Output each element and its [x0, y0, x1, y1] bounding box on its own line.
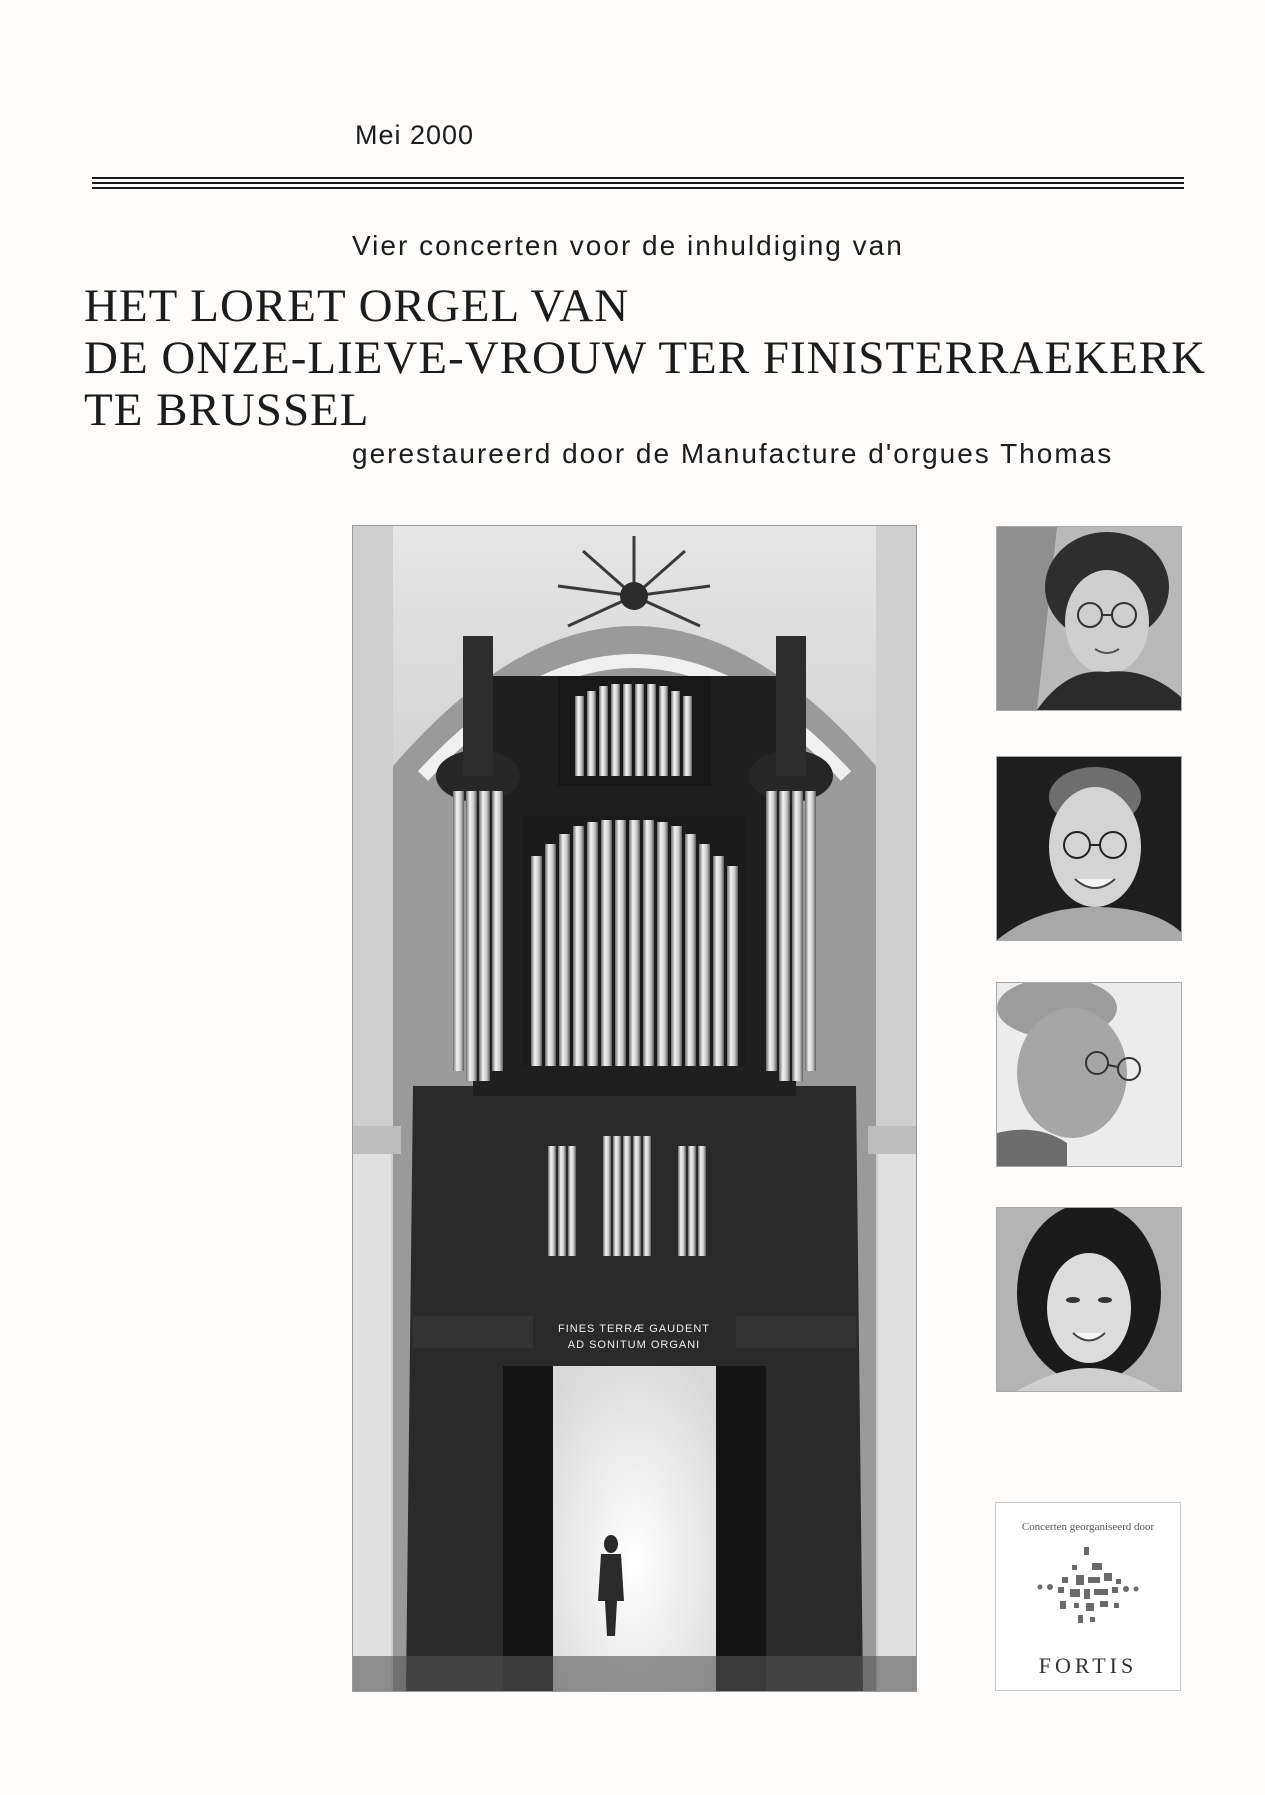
organ-photo	[352, 525, 917, 1692]
divider-line-bottom	[92, 187, 1184, 189]
fortis-logo-icon	[1032, 1543, 1144, 1643]
sponsor-box	[995, 1502, 1181, 1691]
issue-date: Mei 2000	[355, 120, 475, 150]
title-line-2: DE ONZE-LIEVE-VROUW TER FINISTERRAEKERK	[84, 332, 1207, 384]
portrait-4-image	[997, 1208, 1181, 1391]
portrait-3-image	[997, 983, 1181, 1166]
portrait-2-image	[997, 757, 1181, 940]
portrait-1-image	[997, 527, 1181, 710]
sponsor-caption: Concerten georganiseerd door	[1021, 1521, 1155, 1533]
portrait-organist-2	[996, 756, 1182, 941]
main-title	[84, 280, 1206, 436]
inscription-line-1: FINES TERRÆ GAUDENT	[557, 1323, 711, 1335]
portrait-organist-1	[996, 526, 1182, 711]
portrait-organist-3	[996, 982, 1182, 1167]
subtitle: Vier concerten voor de inhuldiging van	[352, 230, 904, 261]
title-line-3: TE BRUSSEL	[84, 384, 370, 436]
inscription-line-2: AD SONITUM ORGANI	[567, 1339, 701, 1351]
portrait-organist-4	[996, 1207, 1182, 1392]
divider-line-middle	[92, 182, 1184, 184]
title-line-1: HET LORET ORGEL VAN	[84, 280, 630, 332]
restorer-line: gerestaureerd door de Manufacture d'orgues Thomas	[352, 438, 1114, 469]
organ-photo-image	[353, 526, 916, 1691]
sponsor-name: FORTIS	[1038, 1653, 1138, 1678]
divider-line-top	[92, 177, 1184, 179]
